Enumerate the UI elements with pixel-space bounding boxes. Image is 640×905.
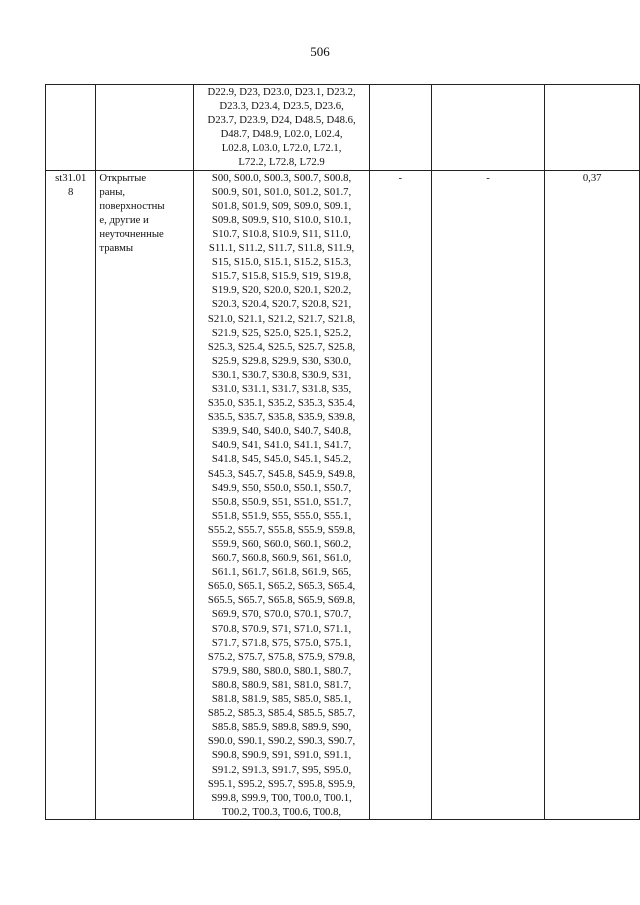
diagnosis-code-line: S59.9, S60, S60.0, S60.1, S60.2, bbox=[211, 538, 352, 550]
table-row-st31-018 bbox=[46, 170, 640, 819]
diagnosis-code-line: S35.0, S35.1, S35.2, S35.3, S35.4, bbox=[207, 397, 356, 410]
diagnosis-code-line: S71.7, S71.8, S75, S75.0, S75.1, bbox=[211, 636, 352, 649]
diagnosis-code-line: S00, S00.0, S00.3, S00.7, S00.8, bbox=[211, 171, 352, 184]
diagnosis-code-line: S45.3, S45.7, S45.8, S45.9, S49.8, bbox=[207, 467, 356, 480]
cell-col-b bbox=[431, 85, 545, 171]
diagnosis-code-line: L72.2, L72.8, L72.9 bbox=[238, 156, 325, 169]
diagnosis-code-line: S40.9, S41, S41.0, S41.1, S41.7, bbox=[211, 439, 352, 452]
cell-col-a: - bbox=[369, 170, 431, 819]
diagnosis-code-line: S69.9, S70, S70.0, S70.1, S70.7, bbox=[211, 608, 352, 621]
diagnosis-code-line: S65.0, S65.1, S65.2, S65.3, S65.4, bbox=[207, 580, 356, 593]
cell-col-a bbox=[369, 85, 431, 171]
diagnosis-code-line: S85.8, S85.9, S89.8, S89.9, S90, bbox=[211, 721, 352, 734]
diagnosis-code-line: S80.8, S80.9, S81, S81.0, S81.7, bbox=[211, 678, 352, 691]
diagnosis-code-line: S01.8, S01.9, S09, S09.0, S09.1, bbox=[211, 199, 352, 212]
diagnosis-code-line: S30.1, S30.7, S30.8, S30.9, S31, bbox=[211, 368, 352, 381]
diagnosis-code-line: D23.3, D23.4, D23.5, D23.6, bbox=[219, 100, 344, 113]
page-number: 506 bbox=[310, 44, 330, 59]
diagnosis-code-line: S60.7, S60.8, S60.9, S61, S61.0, bbox=[211, 552, 352, 565]
diagnosis-code-line: S50.8, S50.9, S51, S51.0, S51.7, bbox=[211, 495, 352, 508]
cell-code bbox=[46, 85, 96, 171]
diagnosis-code-line: S21.9, S25, S25.0, S25.1, S25.2, bbox=[211, 326, 352, 339]
diagnosis-code-line: S15, S15.0, S15.1, S15.2, S15.3, bbox=[211, 256, 352, 269]
diagnosis-code-line: S81.8, S81.9, S85, S85.0, S85.1, bbox=[211, 693, 352, 706]
diagnosis-code-line: S35.5, S35.7, S35.8, S35.9, S39.8, bbox=[207, 411, 356, 424]
diagnosis-code-line: S49.9, S50, S50.0, S50.1, S50.7, bbox=[211, 481, 352, 494]
diagnosis-code-line: S09.8, S09.9, S10, S10.0, S10.1, bbox=[211, 213, 352, 226]
diagnosis-code-line: S41.8, S45, S45.0, S45.1, S45.2, bbox=[211, 453, 352, 466]
diagnosis-code-line: D23.7, D23.9, D24, D48.5, D48.6, bbox=[207, 114, 356, 127]
cell-code: st31.01 8 bbox=[46, 170, 96, 819]
diagnosis-code-line: S00.9, S01, S01.0, S01.2, S01.7, bbox=[211, 185, 352, 198]
diagnosis-code-line: S31.0, S31.1, S31.7, S31.8, S35, bbox=[211, 382, 352, 395]
diagnosis-code-line: S90.0, S90.1, S90.2, S90.3, S90.7, bbox=[207, 735, 356, 748]
diagnosis-code-line: S99.8, S99.9, T00, T00.0, T00.1, bbox=[211, 791, 352, 804]
diagnosis-code-line: L02.8, L03.0, L72.0, L72.1, bbox=[221, 142, 342, 155]
diagnosis-code-line: S79.9, S80, S80.0, S80.1, S80.7, bbox=[211, 664, 352, 677]
cell-diagnosis-codes bbox=[194, 170, 369, 819]
cell-coefficient: 0,37 bbox=[545, 170, 640, 819]
diagnosis-code-line: S39.9, S40, S40.0, S40.7, S40.8, bbox=[211, 425, 352, 438]
diagnosis-code-line: S21.0, S21.1, S21.2, S21.7, S21.8, bbox=[207, 312, 356, 325]
diagnosis-code-line: S15.7, S15.8, S15.9, S19, S19.8, bbox=[211, 270, 352, 283]
diagnosis-code-line: D48.7, D48.9, L02.0, L02.4, bbox=[220, 128, 343, 141]
table-row-continued bbox=[46, 85, 640, 171]
diagnosis-code-line: D22.9, D23, D23.0, D23.1, D23.2, bbox=[207, 86, 356, 98]
diagnosis-code-line: S70.8, S70.9, S71, S71.0, S71.1, bbox=[211, 622, 352, 635]
diagnosis-code-line: S75.2, S75.7, S75.8, S75.9, S79.8, bbox=[207, 650, 356, 663]
diagnosis-code-line: S20.3, S20.4, S20.7, S20.8, S21, bbox=[211, 298, 352, 311]
diagnosis-code-line: S95.1, S95.2, S95.7, S95.8, S95.9, bbox=[207, 777, 356, 790]
diagnosis-code-line: S51.8, S51.9, S55, S55.0, S55.1, bbox=[211, 509, 352, 522]
cell-name bbox=[96, 85, 194, 171]
diagnosis-code-line: S11.1, S11.2, S11.7, S11.8, S11.9, bbox=[208, 242, 355, 255]
cell-diagnosis-codes bbox=[194, 85, 369, 171]
diagnosis-code-line: S65.5, S65.7, S65.8, S65.9, S69.8, bbox=[207, 594, 356, 607]
diagnosis-code-line: S91.2, S91.3, S91.7, S95, S95.0, bbox=[211, 763, 352, 776]
diagnosis-code-line: S25.9, S29.8, S29.9, S30, S30.0, bbox=[211, 354, 352, 367]
diagnosis-code-line: S90.8, S90.9, S91, S91.0, S91.1, bbox=[211, 749, 352, 762]
ksg-table bbox=[45, 84, 640, 820]
diagnosis-code-line: S55.2, S55.7, S55.8, S55.9, S59.8, bbox=[207, 523, 356, 536]
diagnosis-code-line: S61.1, S61.7, S61.8, S61.9, S65, bbox=[211, 566, 352, 579]
diagnosis-code-line: S25.3, S25.4, S25.5, S25.7, S25.8, bbox=[207, 340, 356, 353]
diagnosis-code-line: S10.7, S10.8, S10.9, S11, S11.0, bbox=[212, 227, 351, 240]
diagnosis-code-line: S85.2, S85.3, S85.4, S85.5, S85.7, bbox=[207, 707, 356, 720]
diagnosis-code-line: T00.2, T00.3, T00.6, T00.8, bbox=[222, 805, 342, 818]
cell-name: Открытые раны, поверхностны е, другие и неуточненные травмы bbox=[96, 170, 194, 819]
cell-coefficient bbox=[545, 85, 640, 171]
cell-col-b: - bbox=[431, 170, 545, 819]
diagnosis-code-line: S19.9, S20, S20.0, S20.1, S20.2, bbox=[211, 284, 352, 297]
